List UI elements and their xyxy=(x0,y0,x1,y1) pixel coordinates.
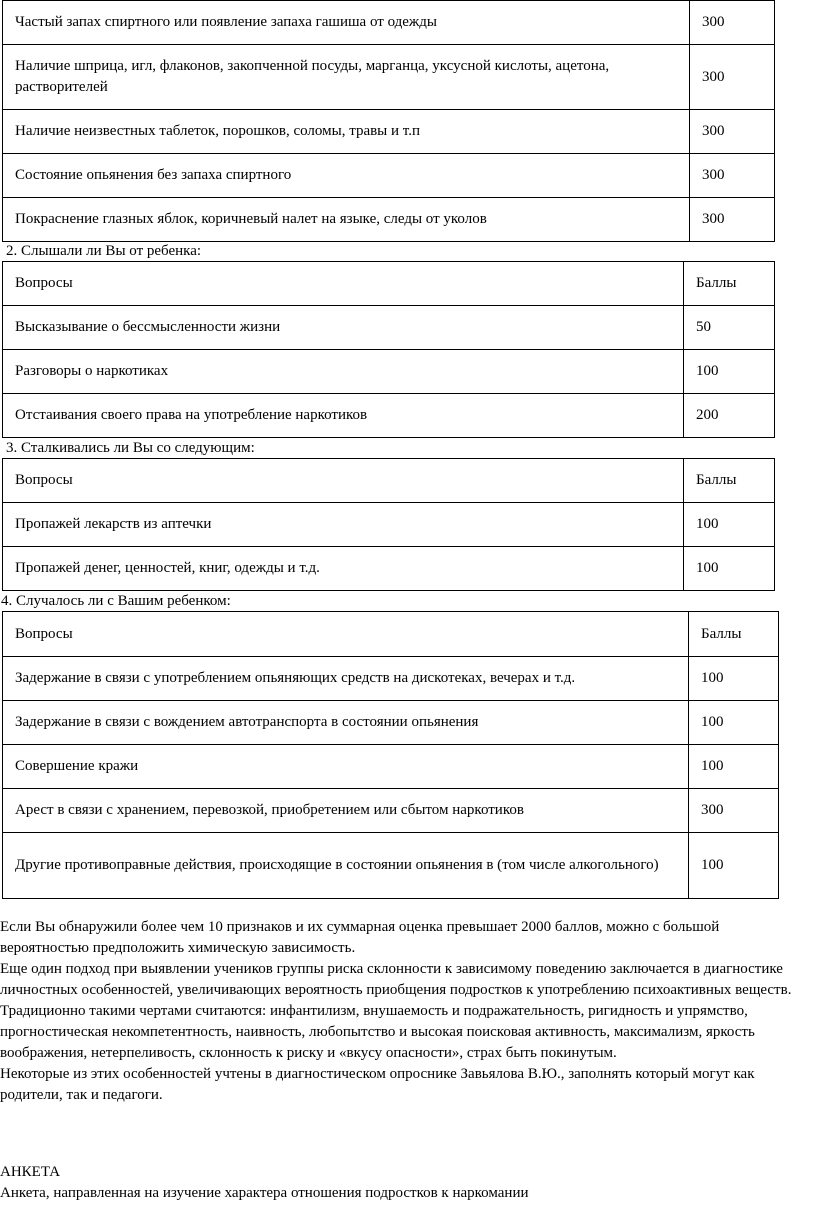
question-cell: Высказывание о бессмысленности жизни xyxy=(3,306,684,350)
question-cell: Арест в связи с хранением, перевозкой, приобретением или сбытом наркотиков xyxy=(3,789,689,833)
score-cell: 200 xyxy=(684,394,775,438)
table-row xyxy=(3,833,779,899)
section-title: 4. Случалось ли с Вашим ребенком: xyxy=(1,593,231,609)
score-cell: 300 xyxy=(690,198,775,242)
question-cell: Разговоры о наркотиках xyxy=(3,350,684,394)
score-cell: 300 xyxy=(690,1,775,45)
question-cell: Наличие шприца, игл, флаконов, закопченной посуды, марганца, уксусной кислоты, ацетона, растворителей xyxy=(3,45,690,110)
score-cell: 300 xyxy=(689,789,779,833)
column-header-questions: Вопросы xyxy=(3,262,684,306)
table-row xyxy=(3,154,775,198)
table-happened xyxy=(2,611,779,899)
table-heard xyxy=(2,261,775,438)
question-cell: Частый запах спиртного или появление запаха гашиша от одежды xyxy=(3,1,690,45)
score-cell: 300 xyxy=(690,154,775,198)
score-cell: 100 xyxy=(689,833,779,899)
score-cell: 100 xyxy=(684,350,775,394)
table-row xyxy=(3,394,775,438)
paragraph: Если Вы обнаружили более чем 10 признаков и их суммарная оценка превышает 2000 баллов, можно с большой вероятностью предположить химическую зависимость. xyxy=(0,919,720,956)
table-encountered xyxy=(2,458,775,591)
score-cell: 100 xyxy=(689,745,779,789)
question-cell: Совершение кражи xyxy=(3,745,689,789)
table-row xyxy=(3,198,775,242)
anketa-heading: АНКЕТА xyxy=(0,1164,61,1180)
score-cell: 300 xyxy=(690,45,775,110)
question-cell: Задержание в связи с вождением автотранспорта в состоянии опьянения xyxy=(3,701,689,745)
question-cell: Состояние опьянения без запаха спиртного xyxy=(3,154,690,198)
score-cell: 50 xyxy=(684,306,775,350)
score-cell: 300 xyxy=(690,110,775,154)
table-signs xyxy=(2,0,775,242)
question-cell: Покраснение глазных яблок, коричневый налет на языке, следы от уколов xyxy=(3,198,690,242)
question-cell: Задержание в связи с употреблением опьяняющих средств на дискотеках, вечерах и т.д. xyxy=(3,657,689,701)
paragraph: Традиционно такими чертами считаются: инфантилизм, внушаемость и подражательность, ригидность и упрямство, прогностическая некомпетентность, наивность, любопытство и высокая поисковая активность, максимализм, яркость воображения, нетерпеливость, склонность к риску и «вкусу опасности», страх быть покинутым. xyxy=(0,1003,755,1061)
table-row xyxy=(3,110,775,154)
question-cell: Отстаивания своего права на употребление наркотиков xyxy=(3,394,684,438)
question-cell: Пропажей лекарств из аптечки xyxy=(3,503,684,547)
column-header-questions: Вопросы xyxy=(3,459,684,503)
column-header-points: Баллы xyxy=(684,262,775,306)
table-row xyxy=(3,306,775,350)
table-row xyxy=(3,701,779,745)
body-text xyxy=(0,917,812,1106)
score-cell: 100 xyxy=(689,657,779,701)
table-row xyxy=(3,657,779,701)
anketa-block xyxy=(0,1162,812,1204)
paragraph: Некоторые из этих особенностей учтены в диагностическом опроснике Завьялова В.Ю., заполнять который могут как родители, так и педагоги. xyxy=(0,1066,755,1103)
table-header-row xyxy=(3,262,775,306)
table-row xyxy=(3,45,775,110)
question-cell: Пропажей денег, ценностей, книг, одежды и т.д. xyxy=(3,547,684,591)
column-header-questions: Вопросы xyxy=(3,612,689,657)
score-cell: 100 xyxy=(684,547,775,591)
table-row xyxy=(3,789,779,833)
paragraph: Еще один подход при выявлении учеников группы риска склонности к зависимому поведению заключается в диагностике личностных особенностей, увеличивающих вероятность приобщения подростков к употреблению психоактивных веществ. xyxy=(0,961,792,998)
table-row xyxy=(3,503,775,547)
question-cell: Другие противоправные действия, происходящие в состоянии опьянения в (том числе алкогольного) xyxy=(3,833,689,899)
table-row xyxy=(3,1,775,45)
table-row xyxy=(3,350,775,394)
table-row xyxy=(3,547,775,591)
table-header-row xyxy=(3,459,775,503)
column-header-points: Баллы xyxy=(684,459,775,503)
section-title: 2. Слышали ли Вы от ребенка: xyxy=(6,243,202,259)
table-row xyxy=(3,745,779,789)
section-title: 3. Сталкивались ли Вы со следующим: xyxy=(6,440,255,456)
anketa-subtitle: Анкета, направленная на изучение характера отношения подростков к наркомании xyxy=(0,1185,529,1201)
table-header-row xyxy=(3,612,779,657)
score-cell: 100 xyxy=(689,701,779,745)
score-cell: 100 xyxy=(684,503,775,547)
column-header-points: Баллы xyxy=(689,612,779,657)
question-cell: Наличие неизвестных таблеток, порошков, соломы, травы и т.п xyxy=(3,110,690,154)
